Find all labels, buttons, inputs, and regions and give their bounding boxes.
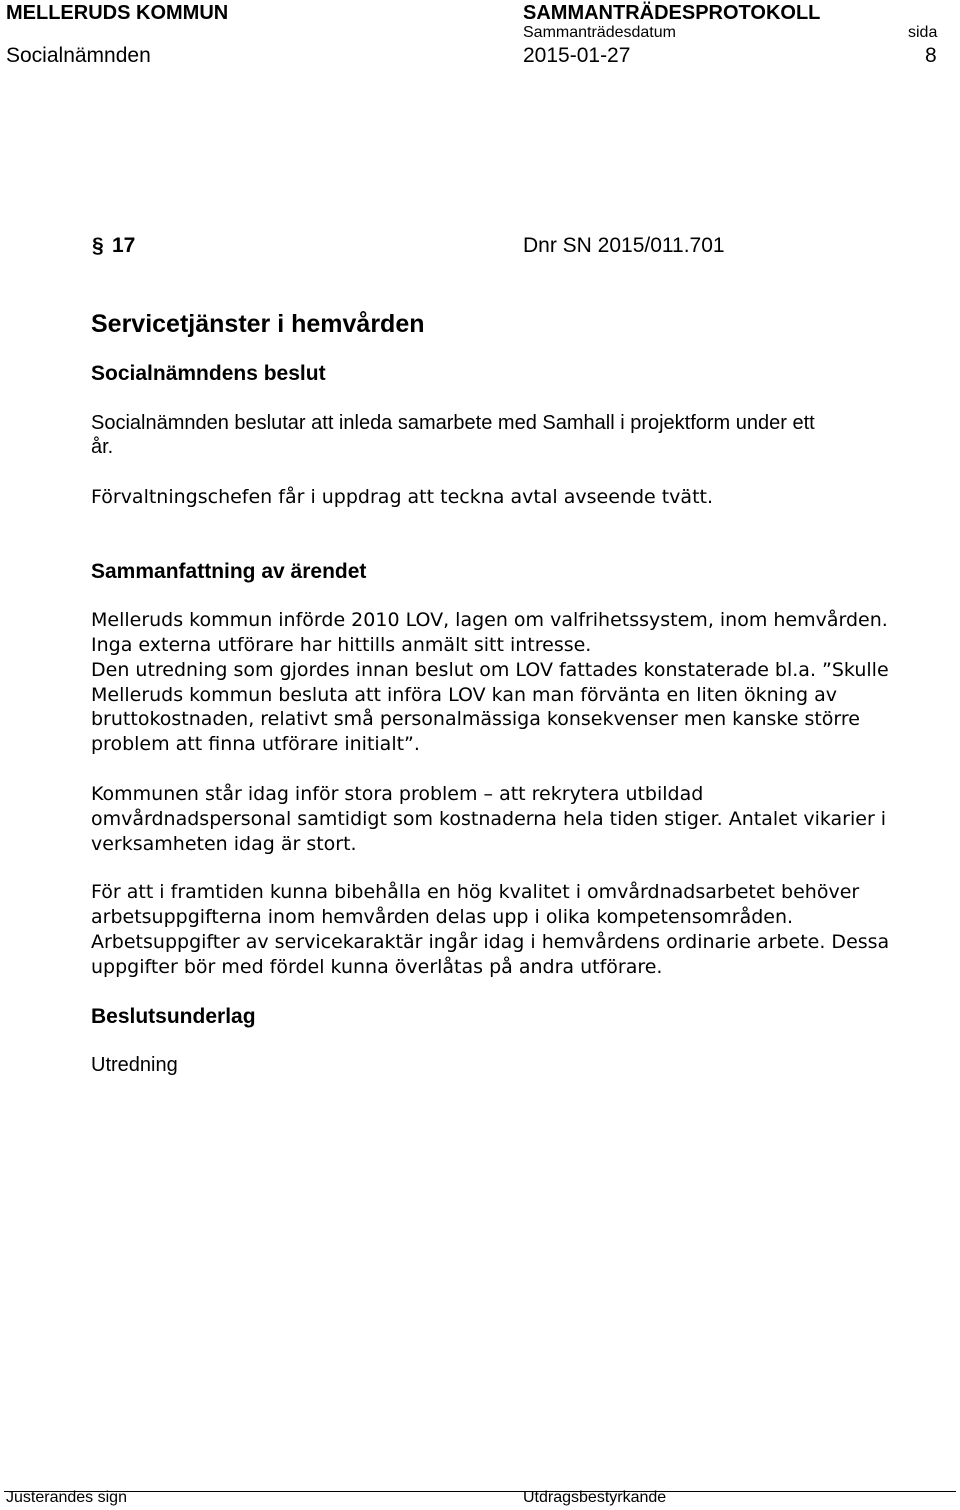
summary-line: Inga externa utförare har hittills anmält sitt intresse. (91, 634, 592, 656)
organization-name: MELLERUDS KOMMUN (6, 2, 229, 24)
summary-line: bruttokostnaden, relativt små personalmässiga konsekvenser men kanske större (91, 708, 860, 730)
date-label: Sammanträdesdatum (523, 24, 676, 41)
decision-line: Förvaltningschefen får i uppdrag att teckna avtal avseende tvätt. (91, 486, 714, 508)
footer-certification-label: Utdragsbestyrkande (523, 1489, 667, 1506)
summary-line: För att i framtiden kunna bibehålla en hög kvalitet i omvårdnadsarbetet behöver (91, 881, 860, 903)
basis-heading: Beslutsunderlag (91, 1005, 256, 1028)
summary-line: Melleruds kommun besluta att införa LOV kan man förvänta en liten ökning av (91, 684, 837, 706)
summary-heading: Sammanfattning av ärendet (91, 560, 367, 583)
section-sign: § (92, 234, 104, 257)
summary-line: omvårdnadspersonal samtidigt som kostnaderna hela tiden stiger. Antalet vikarier i (91, 808, 887, 830)
footer-sign-label: Justerandes sign (6, 1489, 127, 1506)
decision-line: år. (91, 436, 114, 458)
page-label: sida (908, 24, 938, 41)
basis-item: Utredning (91, 1054, 178, 1076)
document-type: SAMMANTRÄDESPROTOKOLL (523, 2, 821, 24)
decision-line: Socialnämnden beslutar att inleda samarbete med Samhall i projektform under ett (91, 412, 815, 434)
summary-line: Den utredning som gjordes innan beslut om LOV fattades konstaterade bl.a. ”Skulle (91, 659, 889, 681)
page-number: 8 (925, 44, 937, 67)
summary-line: Melleruds kommun införde 2010 LOV, lagen om valfrihetssystem, inom hemvården. (91, 609, 888, 631)
diary-number: Dnr SN 2015/011.701 (523, 234, 725, 257)
board-name: Socialnämnden (6, 44, 151, 67)
decision-heading: Socialnämndens beslut (91, 362, 326, 385)
summary-line: Kommunen står idag inför stora problem – att rekrytera utbildad (91, 783, 704, 805)
summary-line: uppgifter bör med fördel kunna överlåtas på andra utförare. (91, 956, 663, 978)
footer-divider (4, 1491, 956, 1492)
summary-line: Arbetsuppgifter av servicekaraktär ingår idag i hemvårdens ordinarie arbete. Dessa (91, 931, 890, 953)
item-title: Servicetjänster i hemvården (91, 310, 425, 338)
meeting-date: 2015-01-27 (523, 44, 631, 67)
summary-line: arbetsuppgifterna inom hemvården delas upp i olika kompetensområden. (91, 906, 794, 928)
summary-line: verksamheten idag är stort. (91, 833, 357, 855)
paragraph-number: 17 (112, 234, 136, 257)
summary-line: problem att finna utförare initialt”. (91, 733, 420, 755)
